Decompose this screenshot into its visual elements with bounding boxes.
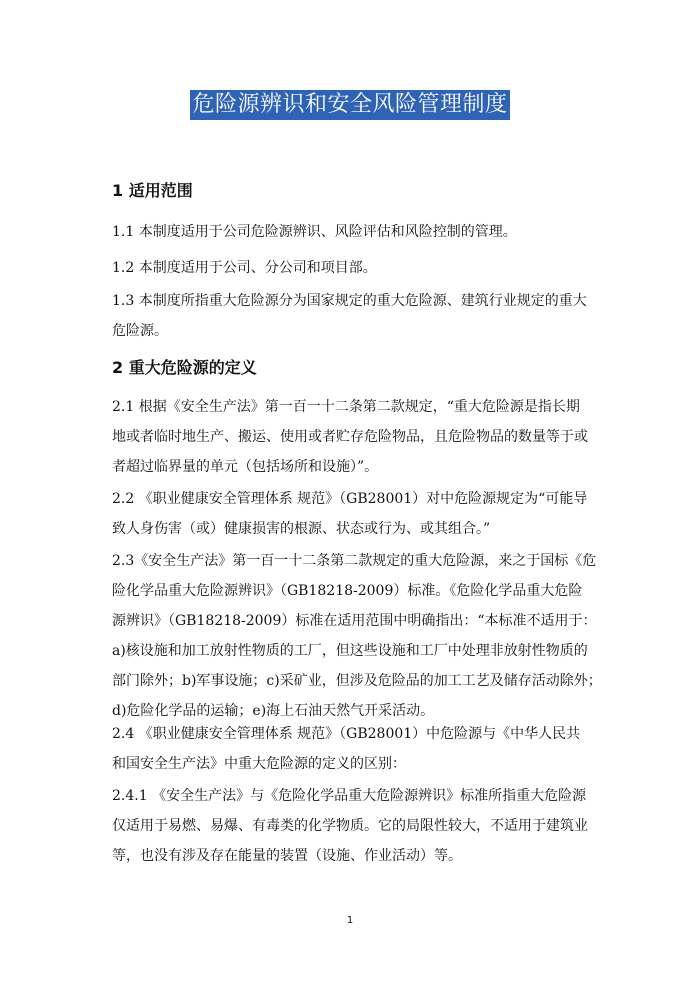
section-heading: 1 适用范围	[112, 181, 193, 200]
paragraph-2-4: 2.4 《职业健康安全管理体系 规范》（GB28001）中危险源与《中华人民共 和国安全生产法》中重大危险源的定义的区别：	[112, 726, 581, 772]
title-container	[0, 90, 700, 120]
paragraph-2-1: 2.1 根据《安全生产法》第一百一十二条第二款规定，“重大危险源是指长期 地或者临时地生产、搬运、使用或者贮存危险物品，且危险物品的数量等于或 者超过临界量的单元（包括场所和设施）”。	[112, 399, 588, 475]
paragraph-2-2: 2.2 《职业健康安全管理体系 规范》（GB28001）对中危险源规定为“可能导 致人身伤害（或）健康损害的根源、状态或行为、或其组合。”	[112, 491, 588, 537]
paragraph-2-4-1: 2.4.1 《安全生产法》与《危险化学品重大危险源辨识》标准所指重大危险源 仅适用于易燃、易爆、有毒类的化学物质。它的局限性较大，不适用于建筑业 等，也没有涉及存在能量的装置（设施、作业活动）等。	[112, 788, 588, 864]
paragraph-1-1: 1.1 本制度适用于公司危险源辨识、风险评估和风险控制的管理。	[112, 224, 517, 240]
paragraph-2-3: 2.3《安全生产法》第一百一十二条第二款规定的重大危险源，来之于国标《危 险化学品重大危险源辨识》（GB18218-2009）标准。《危险化学品重大危险 源辨识》（GB18218-2009）标准在适用范围中明确指出：“本标准不适用于： a)核设施和加工放射性物质的工厂，但这些设施和工厂中处理非放射性物质的 部门除外；b)军事设施；c)采矿业，但涉及危险品的加工工艺及储存活动除外； d)危险化学品的运输；e)海上石油天然气开采活动。	[112, 553, 602, 719]
document-title: 危险源辨识和安全风险管理制度	[190, 90, 509, 120]
section-heading: 2 重大危险源的定义	[112, 358, 257, 377]
page-number: 1	[346, 915, 354, 926]
paragraph-1-3: 1.3 本制度所指重大危险源分为国家规定的重大危险源、建筑行业规定的重大 危险源。	[112, 293, 587, 339]
paragraph-1-2: 1.2 本制度适用于公司、分公司和项目部。	[112, 260, 377, 276]
